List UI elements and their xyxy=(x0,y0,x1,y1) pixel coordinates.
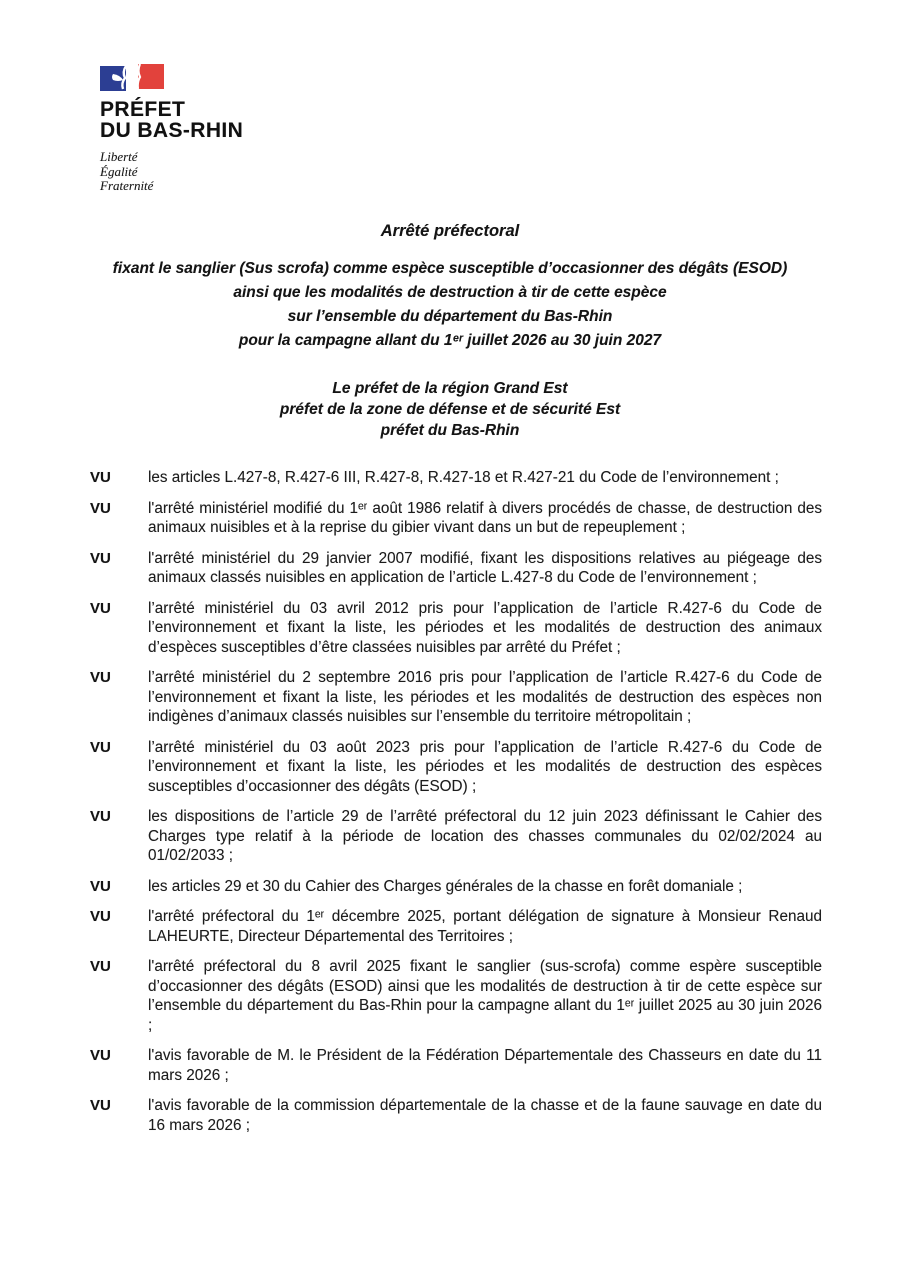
prefect-name xyxy=(100,99,243,141)
vu-text: l'arrêté ministériel modifié du 1ᵉʳ août 1986 relatif à divers procédés de chasse, de destruction des animaux nuisibles et à la reprise du gibier vivant dans un but de repeuplement ; xyxy=(148,499,822,536)
vu-text: l'arrêté préfectoral du 8 avril 2025 fixant le sanglier (sus-scrofa) comme espère susceptible d’occasionner des dégâts (ESOD) ainsi que les modalités de destruction à tir de cette espèce sur l’ensemble du département du Bas-Rhin pour la campagne allant du 1ᵉʳ juillet 2025 au 30 juin 2026 ; xyxy=(148,958,822,1034)
vu-text: l'arrêté préfectoral du 1ᵉʳ décembre 2025, portant délégation de signature à Monsieur Renaud LAHEURTE, Directeur Départemental des Territoires ; xyxy=(148,908,822,945)
prefect-line1: PRÉFET xyxy=(100,98,186,121)
vu-label: VU xyxy=(90,499,111,517)
vu-label: VU xyxy=(90,738,111,756)
vu-label: VU xyxy=(90,599,111,617)
vu-label: VU xyxy=(90,808,111,825)
republic-motto xyxy=(100,150,243,194)
vu-label: VU xyxy=(90,549,111,567)
vu-recitals-list xyxy=(90,468,822,1146)
vu-text: l’arrêté ministériel du 03 avril 2012 pris pour l’application de l’article R.427-6 du Code de l’environnement et fixant la liste, les périodes et les modalités de destruction des animaux d’espèces susceptibles d’être classées nuisibles par arrêté du Préfet ; xyxy=(148,599,822,656)
authority-line: préfet de la zone de défense et de sécurité Est xyxy=(279,401,621,418)
vu-text: l’arrêté ministériel du 2 septembre 2016 pris pour l’application de l’article R.427-6 du Code de l’environnement et fixant la liste, les périodes et les modalités de destruction des espèces non indigènes d’animaux classés nuisibles sur l’ensemble du territoire métropolitain ; xyxy=(148,669,822,725)
french-flag-logo xyxy=(100,64,166,92)
vu-item xyxy=(90,877,822,897)
vu-item xyxy=(90,807,822,866)
vu-label: VU xyxy=(90,469,111,486)
vu-label: VU xyxy=(90,958,111,975)
vu-item xyxy=(90,549,822,588)
vu-text: l'avis favorable de la commission départementale de la chasse et de la faune sauvage en date du 16 mars 2026 ; xyxy=(148,1097,822,1134)
vu-item xyxy=(90,907,822,946)
authority-line: préfet du Bas-Rhin xyxy=(380,422,520,439)
vu-item xyxy=(90,468,822,488)
document-title: Arrêté préfectoral xyxy=(380,222,520,240)
vu-label: VU xyxy=(90,908,111,925)
vu-text: l'arrêté ministériel du 29 janvier 2007 modifié, fixant les dispositions relatives au piégeage des animaux classés nuisibles en application de l’article L.427-8 du Code de l’environnement ; xyxy=(148,549,822,586)
vu-item xyxy=(90,1096,822,1135)
vu-label: VU xyxy=(90,1097,111,1114)
letterhead xyxy=(100,64,243,194)
subject-line: ainsi que les modalités de destruction à tir de cette espèce xyxy=(233,284,667,301)
prefect-line2: DU BAS-RHIN xyxy=(100,119,244,142)
vu-item xyxy=(90,499,822,538)
motto-fraternite: Fraternité xyxy=(100,178,154,193)
vu-text: l’arrêté ministériel du 03 août 2023 pris pour l’application de l’article R.427-6 du Code de l’environnement et fixant la liste, les périodes et les modalités de destruction des espèces susceptibles d’occasionner des dégâts (ESOD) ; xyxy=(148,738,822,795)
vu-label: VU xyxy=(90,669,111,686)
motto-liberte: Liberté xyxy=(100,149,138,164)
vu-item xyxy=(90,957,822,1035)
vu-item xyxy=(90,738,822,797)
vu-item xyxy=(90,599,822,658)
vu-label: VU xyxy=(90,877,111,895)
vu-label: VU xyxy=(90,1047,111,1064)
document-subject xyxy=(70,257,830,353)
vu-text: les articles 29 et 30 du Cahier des Charges générales de la chasse en forêt domaniale ; xyxy=(148,877,743,895)
issuing-authority xyxy=(70,378,830,441)
motto-egalite: Égalité xyxy=(100,163,138,179)
vu-text: l'avis favorable de M. le Président de la Fédération Départementale des Chasseurs en date du 11 mars 2026 ; xyxy=(148,1047,822,1084)
subject-line: sur l’ensemble du département du Bas-Rhin xyxy=(287,308,613,325)
subject-line: fixant le sanglier (Sus scrofa) comme espèce susceptible d’occasionner des dégâts (ESOD) xyxy=(112,260,788,277)
authority-line: Le préfet de la région Grand Est xyxy=(332,380,568,397)
vu-text: les articles L.427-8, R.427-6 III, R.427-8, R.427-18 et R.427-21 du Code de l’environnement ; xyxy=(148,469,779,486)
vu-item xyxy=(90,668,822,727)
vu-item xyxy=(90,1046,822,1085)
vu-text: les dispositions de l’article 29 de l’arrêté préfectoral du 12 juin 2023 définissant le Cahier des Charges type relatif à la période de location des chasses communales du 02/02/2024 au 01/02/2033 ; xyxy=(148,808,822,864)
subject-line: pour la campagne allant du 1ᵉʳ juillet 2026 au 30 juin 2027 xyxy=(238,332,662,349)
